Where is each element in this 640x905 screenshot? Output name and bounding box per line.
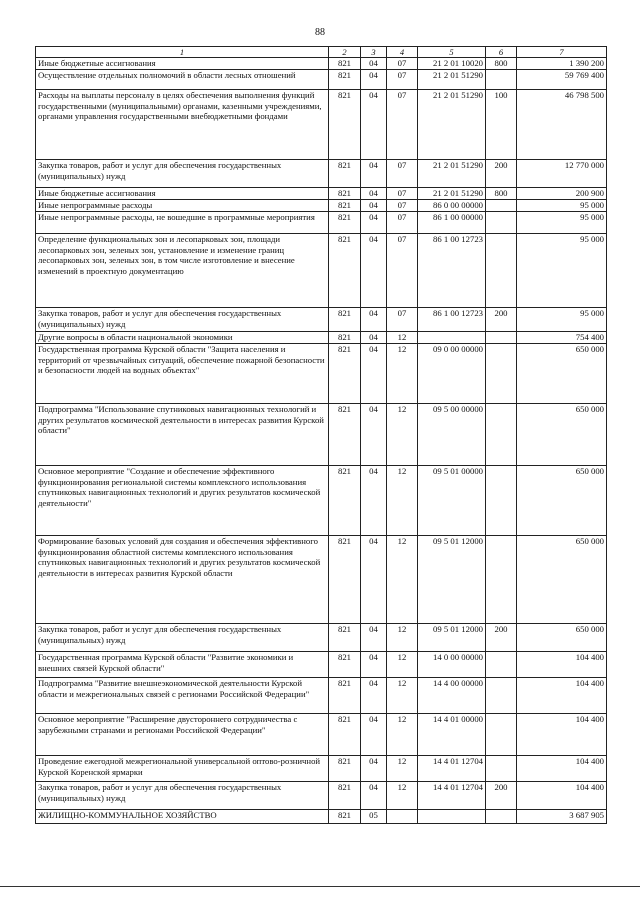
table-row [36, 782, 607, 810]
row-code-target: 14 0 00 00000 [418, 652, 486, 678]
row-code-expense-type [486, 234, 517, 308]
row-code-expense-type [486, 70, 517, 90]
table-row [36, 188, 607, 200]
row-amount: 95 000 [517, 200, 607, 212]
table-row [36, 652, 607, 678]
row-code-section: 04 [361, 782, 387, 810]
row-code-expense-type: 100 [486, 90, 517, 160]
row-code-expense-type [486, 212, 517, 234]
row-code-target: 86 1 00 12723 [418, 234, 486, 308]
row-code-main: 821 [329, 466, 361, 536]
row-code-main: 821 [329, 70, 361, 90]
row-code-expense-type: 800 [486, 58, 517, 70]
table-row [36, 70, 607, 90]
row-code-target: 21 2 01 51290 [418, 70, 486, 90]
row-code-section: 04 [361, 308, 387, 332]
row-code-main: 821 [329, 200, 361, 212]
row-amount: 104 400 [517, 756, 607, 782]
column-header: 5 [418, 47, 486, 58]
row-amount: 46 798 500 [517, 90, 607, 160]
row-code-main: 821 [329, 714, 361, 756]
table-row [36, 404, 607, 466]
row-code-expense-type: 200 [486, 308, 517, 332]
row-code-subsection: 12 [387, 782, 418, 810]
row-code-subsection: 07 [387, 212, 418, 234]
row-code-target: 86 1 00 00000 [418, 212, 486, 234]
row-code-subsection: 07 [387, 90, 418, 160]
row-code-subsection: 12 [387, 714, 418, 756]
table-row [36, 624, 607, 652]
row-code-section: 04 [361, 404, 387, 466]
row-code-section: 04 [361, 90, 387, 160]
row-code-section: 04 [361, 160, 387, 188]
row-code-main: 821 [329, 624, 361, 652]
row-name: Подпрограмма "Использование спутниковых навигационных технологий и других результатов космической деятельности в интересах развития Курской области" [36, 404, 329, 466]
table-row [36, 332, 607, 344]
row-code-subsection: 07 [387, 70, 418, 90]
table-row [36, 212, 607, 234]
table-row [36, 714, 607, 756]
page-number: 88 [315, 27, 325, 38]
table-row [36, 234, 607, 308]
row-name: Иные непрограммные расходы [36, 200, 329, 212]
row-name: Иные бюджетные ассигнования [36, 58, 329, 70]
row-code-expense-type [486, 536, 517, 624]
table-row [36, 200, 607, 212]
column-header: 1 [36, 47, 329, 58]
row-code-main: 821 [329, 678, 361, 714]
row-amount: 650 000 [517, 344, 607, 404]
row-name: Подпрограмма "Развитие внешнеэкономической деятельности Курской области и межрегиональных связей с регионами Российской Федерации" [36, 678, 329, 714]
row-name: Основное мероприятие "Создание и обеспечение эффективного функционирования региональной системы комплексного использования спутниковых навигационных технологий и других результатов космической деятельности" [36, 466, 329, 536]
row-code-main: 821 [329, 332, 361, 344]
row-code-expense-type [486, 200, 517, 212]
row-amount: 650 000 [517, 404, 607, 466]
row-code-subsection: 07 [387, 160, 418, 188]
row-code-section: 04 [361, 188, 387, 200]
row-code-main: 821 [329, 308, 361, 332]
row-code-subsection: 12 [387, 332, 418, 344]
table-row [36, 466, 607, 536]
row-name: Иные бюджетные ассигнования [36, 188, 329, 200]
row-code-section: 04 [361, 58, 387, 70]
table-row [36, 160, 607, 188]
table-row [36, 58, 607, 70]
row-code-section: 04 [361, 466, 387, 536]
table-row [36, 90, 607, 160]
row-code-expense-type [486, 652, 517, 678]
row-code-section: 04 [361, 212, 387, 234]
row-code-section: 04 [361, 652, 387, 678]
row-code-section: 04 [361, 234, 387, 308]
row-code-section: 04 [361, 624, 387, 652]
row-code-main: 821 [329, 652, 361, 678]
table-row [36, 756, 607, 782]
row-code-subsection: 12 [387, 652, 418, 678]
row-code-target: 09 0 00 00000 [418, 344, 486, 404]
row-code-target: 21 2 01 10020 [418, 58, 486, 70]
row-code-target [418, 332, 486, 344]
row-code-expense-type: 200 [486, 160, 517, 188]
row-code-expense-type [486, 332, 517, 344]
row-amount: 104 400 [517, 782, 607, 810]
row-code-section: 04 [361, 714, 387, 756]
row-code-target: 09 5 01 00000 [418, 466, 486, 536]
row-name: ЖИЛИЩНО-КОММУНАЛЬНОЕ ХОЗЯЙСТВО [36, 810, 329, 824]
column-header: 3 [361, 47, 387, 58]
row-code-target: 14 4 01 00000 [418, 714, 486, 756]
row-code-main: 821 [329, 188, 361, 200]
row-code-main: 821 [329, 344, 361, 404]
table-row [36, 678, 607, 714]
row-code-target: 14 4 01 12704 [418, 782, 486, 810]
row-code-main: 821 [329, 234, 361, 308]
row-name: Расходы на выплаты персоналу в целях обеспечения выполнения функций государственными (муниципальными) органами, казенными учреждениями, органами управления государственными внебюджетными фондами [36, 90, 329, 160]
row-name: Государственная программа Курской области "Защита населения и территорий от чрезвычайных ситуаций, обеспечение пожарной безопасности и безопасности людей на водных объектах" [36, 344, 329, 404]
row-code-target: 09 5 00 00000 [418, 404, 486, 466]
row-name: Проведение ежегодной межрегиональной универсальной оптово-розничной Курской Коренской ярмарки [36, 756, 329, 782]
row-code-expense-type: 200 [486, 782, 517, 810]
row-name: Закупка товаров, работ и услуг для обеспечения государственных (муниципальных) нужд [36, 624, 329, 652]
row-code-main: 821 [329, 212, 361, 234]
table-row [36, 308, 607, 332]
row-amount: 754 400 [517, 332, 607, 344]
row-code-subsection: 12 [387, 756, 418, 782]
row-name: Формирование базовых условий для создания и обеспечения эффективного функционирования областной системы комплексного использования спутниковых навигационных технологий и других результатов космической деятельности в интересах развития Курской области [36, 536, 329, 624]
row-code-target: 21 2 01 51290 [418, 188, 486, 200]
budget-table [35, 46, 607, 824]
row-code-subsection: 07 [387, 234, 418, 308]
row-code-section: 04 [361, 536, 387, 624]
row-code-target: 86 1 00 12723 [418, 308, 486, 332]
row-code-subsection: 12 [387, 624, 418, 652]
table-row [36, 536, 607, 624]
row-code-expense-type [486, 344, 517, 404]
row-code-target: 86 0 00 00000 [418, 200, 486, 212]
row-amount: 104 400 [517, 714, 607, 756]
row-code-main: 821 [329, 756, 361, 782]
table-header-row [36, 47, 607, 58]
row-code-subsection: 07 [387, 308, 418, 332]
row-code-target: 21 2 01 51290 [418, 90, 486, 160]
row-amount: 95 000 [517, 212, 607, 234]
row-name: Государственная программа Курской области "Развитие экономики и внешних связей Курской области" [36, 652, 329, 678]
row-amount: 95 000 [517, 308, 607, 332]
row-name: Основное мероприятие "Расширение двустороннего сотрудничества с зарубежными странами и регионами Российской Федерации" [36, 714, 329, 756]
row-code-expense-type [486, 466, 517, 536]
row-code-expense-type: 800 [486, 188, 517, 200]
row-code-subsection: 12 [387, 404, 418, 466]
row-code-subsection: 07 [387, 188, 418, 200]
row-name: Закупка товаров, работ и услуг для обеспечения государственных (муниципальных) нужд [36, 160, 329, 188]
column-header: 7 [517, 47, 607, 58]
row-name: Другие вопросы в области национальной экономики [36, 332, 329, 344]
row-code-subsection: 12 [387, 536, 418, 624]
row-name: Осуществление отдельных полномочий в области лесных отношений [36, 70, 329, 90]
row-code-subsection: 07 [387, 200, 418, 212]
row-code-section: 04 [361, 678, 387, 714]
row-name: Закупка товаров, работ и услуг для обеспечения государственных (муниципальных) нужд [36, 782, 329, 810]
row-code-section: 04 [361, 344, 387, 404]
row-code-target: 21 2 01 51290 [418, 160, 486, 188]
row-amount: 59 769 400 [517, 70, 607, 90]
row-code-main: 821 [329, 58, 361, 70]
row-code-section: 04 [361, 70, 387, 90]
page-bottom-rule [0, 886, 640, 887]
row-code-expense-type [486, 678, 517, 714]
row-code-main: 821 [329, 536, 361, 624]
row-amount: 95 000 [517, 234, 607, 308]
row-code-section: 04 [361, 200, 387, 212]
row-code-expense-type [486, 714, 517, 756]
column-header: 4 [387, 47, 418, 58]
row-code-target [418, 810, 486, 824]
row-amount: 200 900 [517, 188, 607, 200]
table-body [36, 58, 607, 824]
row-code-expense-type [486, 810, 517, 824]
row-amount: 104 400 [517, 678, 607, 714]
row-code-section: 04 [361, 756, 387, 782]
row-code-subsection: 07 [387, 58, 418, 70]
row-code-section: 04 [361, 332, 387, 344]
row-code-main: 821 [329, 160, 361, 188]
row-code-main: 821 [329, 90, 361, 160]
row-amount: 104 400 [517, 652, 607, 678]
row-code-subsection: 12 [387, 344, 418, 404]
row-code-target: 09 5 01 12000 [418, 624, 486, 652]
table-row [36, 810, 607, 824]
row-code-target: 09 5 01 12000 [418, 536, 486, 624]
row-name: Закупка товаров, работ и услуг для обеспечения государственных (муниципальных) нужд [36, 308, 329, 332]
row-code-expense-type [486, 404, 517, 466]
row-name: Иные непрограммные расходы, не вошедшие в программные мероприятия [36, 212, 329, 234]
row-amount: 650 000 [517, 536, 607, 624]
row-code-expense-type [486, 756, 517, 782]
row-name: Определение функциональных зон и лесопарковых зон, площади лесопарковых зон, зеленых зон, установление и изменение границ лесопарковых зон, зеленых зон, в том числе изготовление и внесение изменений в проектную документацию [36, 234, 329, 308]
row-code-main: 821 [329, 782, 361, 810]
row-code-subsection: 12 [387, 466, 418, 536]
row-amount: 12 770 000 [517, 160, 607, 188]
row-code-main: 821 [329, 810, 361, 824]
row-code-subsection: 12 [387, 678, 418, 714]
row-amount: 1 390 200 [517, 58, 607, 70]
row-amount: 650 000 [517, 624, 607, 652]
row-code-main: 821 [329, 404, 361, 466]
row-code-target: 14 4 01 12704 [418, 756, 486, 782]
column-header: 6 [486, 47, 517, 58]
row-code-target: 14 4 00 00000 [418, 678, 486, 714]
row-code-section: 05 [361, 810, 387, 824]
column-header: 2 [329, 47, 361, 58]
row-amount: 3 687 905 [517, 810, 607, 824]
row-code-subsection [387, 810, 418, 824]
row-code-expense-type: 200 [486, 624, 517, 652]
row-amount: 650 000 [517, 466, 607, 536]
table-row [36, 344, 607, 404]
